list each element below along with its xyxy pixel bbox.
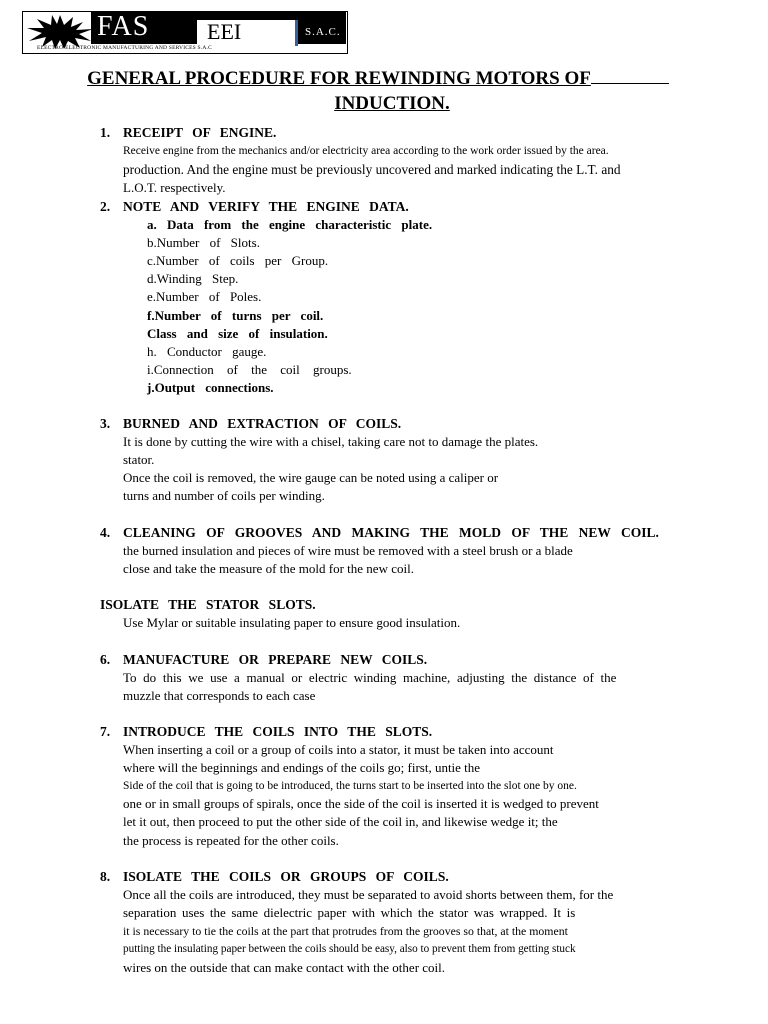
paragraph-line: Receive engine from the mechanics and/or electricity area according to the work order issued by the area. [123,145,609,157]
list-item: e.Number of Poles. [147,289,262,304]
section-number: 7. [100,724,111,739]
document-title-line2: INDUCTION. [334,93,450,114]
list-item: h. Conductor gauge. [147,344,267,359]
paragraph-line: it is necessary to tie the coils at the part that protrudes from the grooves so that, at the moment [123,924,568,938]
paragraph-line: putting the insulating paper between the coils should be easy, also to prevent them from getting stuck [123,943,576,955]
paragraph-line: close and take the measure of the mold for the new coil. [123,561,414,576]
paragraph-line: Use Mylar or suitable insulating paper to ensure good insulation. [123,615,461,630]
section-heading: ISOLATE THE STATOR SLOTS. [100,597,316,612]
list-item: Class and size of insulation. [147,326,328,341]
section-heading: INTRODUCE THE COILS INTO THE SLOTS. [123,724,433,739]
paragraph-line: wires on the outside that can make contact with the other coil. [123,960,446,975]
list-item: c.Number of coils per Group. [147,253,329,268]
section-number: 3. [100,416,111,431]
paragraph-line: the process is repeated for the other coils. [123,833,339,848]
section-number: 8. [100,869,111,884]
paragraph-line: When inserting a coil or a group of coils into a stator, it must be taken into account [123,742,554,757]
document-title-line1: GENERAL PROCEDURE FOR REWINDING MOTORS OF [0,68,762,90]
paragraph-line: L.O.T. respectively. [123,180,226,195]
paragraph-line: let it out, then proceed to put the other side of the coil in, and likewise wedge it; the [123,814,558,829]
section-number: 1. [100,125,111,140]
section-heading: ISOLATE THE COILS OR GROUPS OF COILS. [123,869,449,884]
logo-tagline: ELECTRO-ELECTRONIC MANUFACTURING AND SERVICES S.A.C [37,45,212,51]
section-heading: CLEANING OF GROOVES AND MAKING THE MOLD OF THE NEW COIL. [123,525,659,540]
logo-sac-text: S.A.C. [305,26,341,38]
section-number: 6. [100,652,111,667]
section-heading: MANUFACTURE OR PREPARE NEW COILS. [123,652,428,667]
paragraph-line: production. And the engine must be previously uncovered and marked indicating the L.T. and [123,162,621,177]
section-number: 2. [100,199,111,214]
section-heading: BURNED AND EXTRACTION OF COILS. [123,416,402,431]
paragraph-line: where will the beginnings and endings of the coils go; first, untie the [123,760,481,775]
company-logo [22,11,348,54]
paragraph-line: separation uses the same dielectric paper with which the stator was wrapped. It is [123,905,576,920]
paragraph-line: one or in small groups of spirals, once the side of the coil is inserted it is wedged to prevent [123,796,599,811]
logo-fas-text: FAS [97,11,150,42]
list-item: f.Number of turns per coil. [147,308,324,323]
paragraph-line: Side of the coil that is going to be introduced, the turns start to be inserted into the slot one by one. [123,780,577,792]
paragraph-line: It is done by cutting the wire with a chisel, taking care not to damage the plates. [123,434,539,449]
section-heading: RECEIPT OF ENGINE. [123,125,277,140]
paragraph-line: stator. [123,452,155,467]
logo-eei-text: EEI [207,19,242,44]
list-item: d.Winding Step. [147,271,239,286]
list-item: i.Connection of the coil groups. [147,362,352,377]
paragraph-line: muzzle that corresponds to each case [123,688,316,703]
paragraph-line: Once all the coils are introduced, they must be separated to avoid shorts between them, for the [123,887,614,902]
section-heading: NOTE AND VERIFY THE ENGINE DATA. [123,199,409,214]
paragraph-line: turns and number of coils per winding. [123,488,325,503]
list-item: a. Data from the engine characteristic plate. [147,217,433,232]
list-item: b.Number of Slots. [147,235,260,250]
paragraph-line: the burned insulation and pieces of wire must be removed with a steel brush or a blade [123,543,573,558]
list-item: j.Output connections. [147,380,274,395]
paragraph-line: To do this we use a manual or electric winding machine, adjusting the distance of the [123,670,617,685]
paragraph-line: Once the coil is removed, the wire gauge can be noted using a caliper or [123,470,499,485]
section-number: 4. [100,525,111,540]
